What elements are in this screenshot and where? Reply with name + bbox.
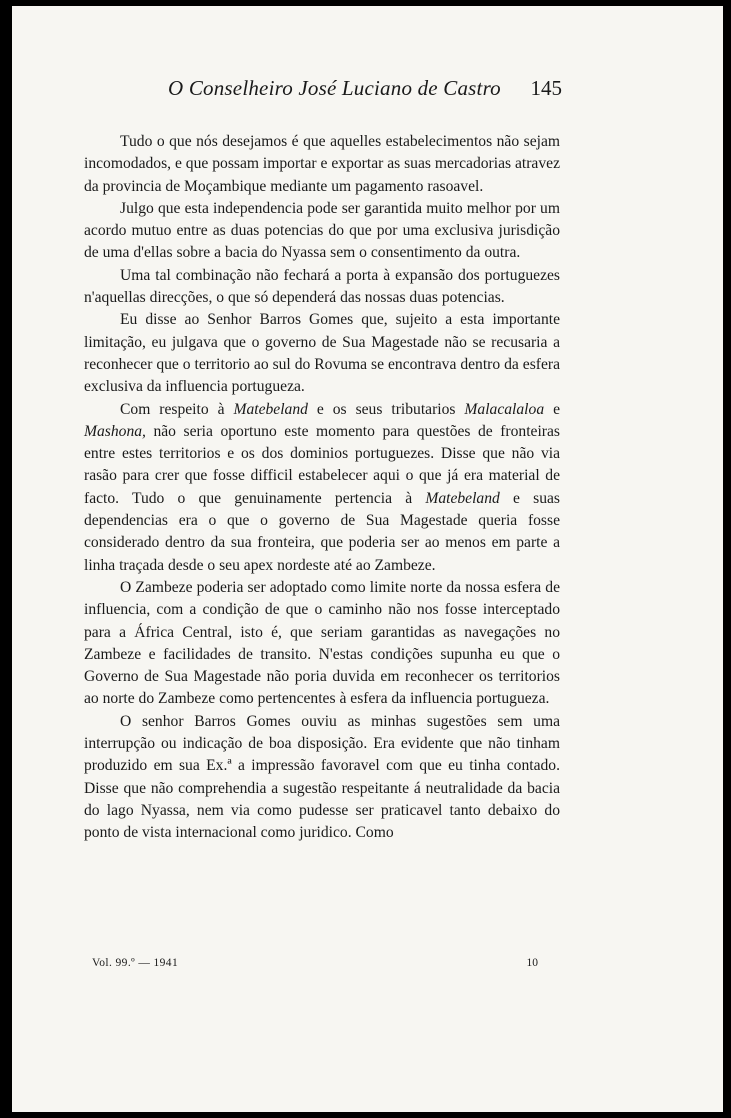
paragraph: O senhor Barros Gomes ouviu as minhas sugestões sem uma interrupção ou indicação de boa disposição. Era evidente que não tinham produzido em sua Ex.ª a impressão favoravel com que eu tinha contado. Disse que não comprehendia a sugestão respeitante á neutralidade da bacia do lago Nyassa, nem via como pudesse ser praticavel tanto debaixo do ponto de vista internacional como juridico. Como: [84, 712, 560, 842]
printer-signature: Vol. 99.º — 1941: [92, 957, 179, 969]
paragraph: [84, 399, 560, 577]
italic-place-name: Mashona,: [84, 422, 146, 440]
italic-place-name: Malacalaloa: [464, 400, 545, 418]
paragraph-text: Com respeito à: [120, 400, 234, 418]
paragraph: Julgo que esta independencia pode ser garantida muito melhor por um acordo mutuo entre as duas potencias do que por uma exclusiva jurisdição de uma d'ellas sobre a bacia do Nyassa sem o consentimento da outra.: [84, 199, 560, 262]
paragraph: O Zambeze poderia ser adoptado como limite norte da nossa esfera de influencia, com a condição de que o caminho não nos fosse interceptado para a África Central, isto é, que seriam garantidas as navegações no Zambeze e facilidades de transito. N'estas condições supunha eu que o Governo de Sua Magestade não poria duvida em reconhecer os territorios ao norte do Zambeze como pertencentes à esfera da influencia portugueza.: [84, 578, 560, 708]
paragraph-text: não seria oportuno este momento para questões de fronteiras entre estes territorios e os dos dominios portuguezes. Disse que não via rasão para crer que fosse difficil estabelecer aqui o que já era material de facto. Tudo o que genuinamente pertencia à: [84, 422, 560, 507]
paragraph-text: e os seus tributarios: [307, 400, 465, 418]
sheet-number: 10: [526, 957, 538, 969]
italic-place-name: Matebeland: [233, 400, 308, 418]
page-header: [84, 76, 562, 106]
paragraph: Tudo o que nós desejamos é que aquelles estabelecimentos não sejam incomodados, e que possam importar e exportar as suas mercadorias atravez da provincia de Moçambique mediante um pagamento rasoavel.: [84, 133, 560, 195]
paragraph-text: e suas dependencias era o que o governo de Sua Magestade queria fosse considerado dentro da sua fronteira, que poderia ser ao menos em parte a linha traçada desde o seu apex nordeste até ao Zambeze.: [84, 489, 560, 574]
running-title: O Conselheiro José Luciano de Castro: [168, 76, 501, 100]
page-footer: [84, 957, 560, 975]
body-text: [84, 131, 560, 845]
page-number: 145: [530, 76, 562, 100]
paragraph: Eu disse ao Senhor Barros Gomes que, sujeito a esta importante limitação, eu julgava que o governo de Sua Magestade não se recusaria a reconhecer que o territorio ao sul do Rovuma se encontrava dentro da esfera exclusiva da influencia portugueza.: [84, 311, 560, 396]
paragraph-text: e: [544, 400, 560, 418]
paragraph: Uma tal combinação não fechará a porta à expansão dos portuguezes n'aquellas direcções, o que só dependerá das nossas duas potencias.: [84, 266, 560, 307]
italic-place-name: Matebeland: [425, 489, 500, 507]
